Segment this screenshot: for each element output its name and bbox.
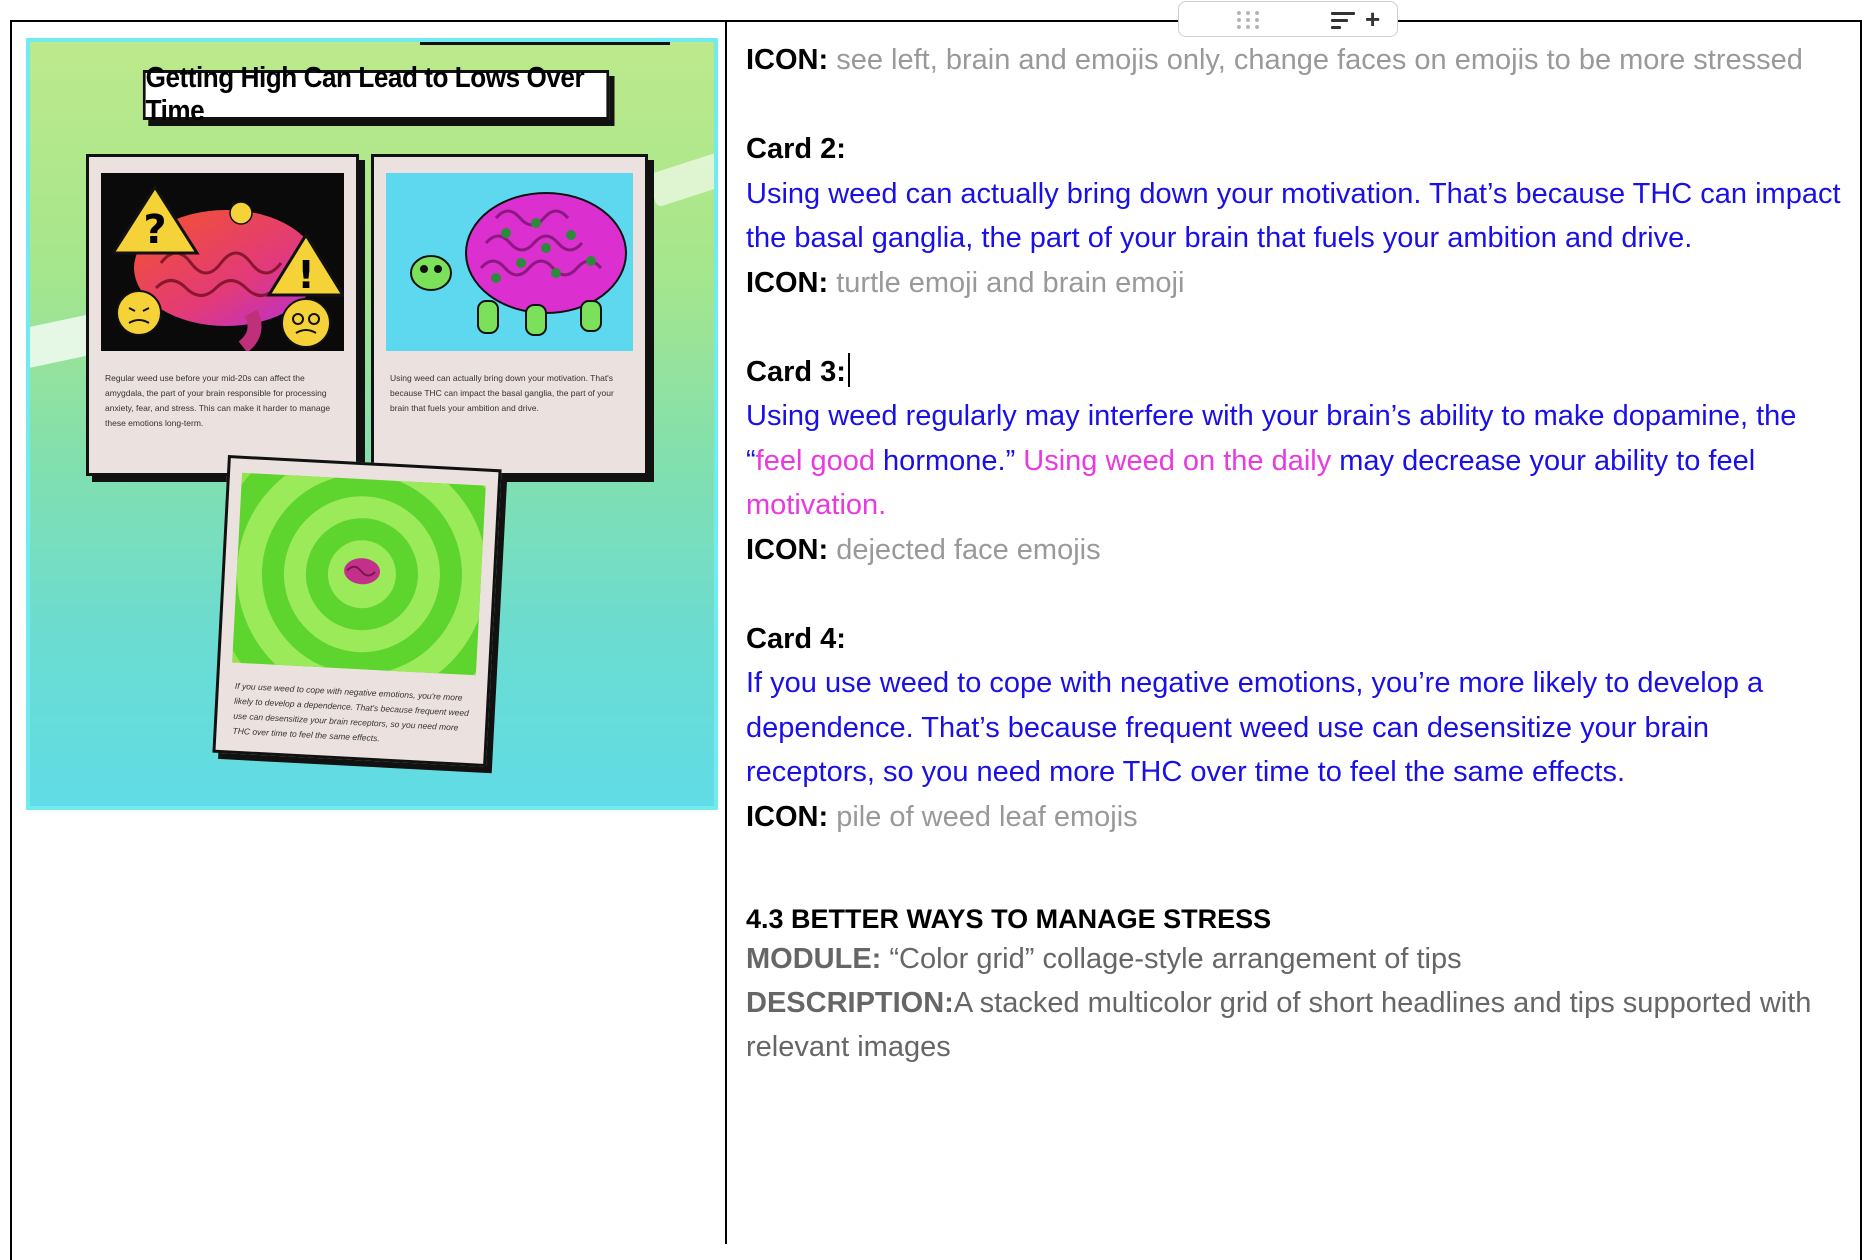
module-text: “Color grid” collage-style arrangement of tips [881, 943, 1462, 975]
card3-body-a: Using weed regularly may interfere with your brain’s ability to make dopamine, the “ [746, 400, 1797, 477]
table-handle[interactable] [1178, 1, 1398, 37]
brain-emojis-illustration [101, 173, 344, 351]
text-cursor [848, 353, 850, 387]
poster-card-1-caption: Regular weed use before your mid-20s can affect the amygdala, the part of your brain responsible for processing anxiety, fear, and stress. This can make it harder to manage these emotions long-term. [105, 373, 331, 428]
poster-title: Getting High Can Lead to Lows Over Time [143, 70, 609, 120]
card2-body[interactable]: Using weed can actually bring down your motivation. That’s because THC can impact the basal ganglia, the part of your brain that fuels your ambition and drive. [746, 177, 1841, 254]
description-line[interactable] [746, 981, 1846, 1069]
drag-handle-icon[interactable] [1237, 11, 1263, 29]
card3-icon-line[interactable] [746, 528, 1846, 573]
card2-icon-text: turtle emoji and brain emoji [836, 266, 1185, 299]
reference-image [26, 38, 718, 810]
card3-heading-line[interactable] [746, 350, 1846, 395]
sort-lines-icon[interactable] [1331, 12, 1355, 30]
card1-icon-text: see left, brain and emojis only, change faces on emojis to be more stressed [836, 44, 1803, 76]
card3-body-d: Using weed on the daily [1023, 444, 1332, 477]
table-column-divider [725, 20, 727, 1244]
card3-icon-text: dejected face emojis [836, 533, 1101, 566]
turtle-brain-illustration [386, 173, 633, 351]
card4-icon-text: pile of weed leaf emojis [836, 800, 1138, 833]
card4-heading[interactable]: Card 4: [746, 622, 846, 655]
card3-body-e: may decrease your ability to feel [1331, 444, 1756, 477]
card1-icon-line[interactable] [746, 38, 1846, 83]
icon-label: ICON: [746, 533, 829, 566]
card3-heading: Card 3: [746, 355, 846, 388]
card2-icon-line[interactable] [746, 261, 1846, 306]
description-text: A stacked multicolor grid of short headlines and tips supported with relevant images [746, 987, 1812, 1063]
hypnotic-brain-illustration [232, 473, 486, 676]
white-swoosh-decoration [647, 150, 718, 207]
poster-card-3 [212, 455, 501, 767]
icon-label: ICON: [746, 800, 829, 833]
poster-card-3-caption: If you use weed to cope with negative emotions, you're more likely to develop a dependence. That's because frequent weed use can desensitize your brain receptors, so you need more THC over time to feel the same effects. [232, 680, 470, 744]
poster-card-1 [86, 154, 359, 476]
svg-text:!: ! [297, 253, 315, 297]
card3-body[interactable] [746, 394, 1846, 528]
poster-card-2 [371, 154, 648, 476]
card3-body-f: motivation. [746, 489, 887, 521]
card3-body-b: feel good [755, 444, 875, 477]
card3-body-c: hormone.” [875, 444, 1024, 477]
card4-body[interactable]: If you use weed to cope with negative emotions, you’re more likely to develop a dependence. That’s because frequent weed use can desensitize your brain receptors, so you need more THC over time to feel the same effects. [746, 667, 1764, 788]
poster-card-2-caption: Using weed can actually bring down your motivation. That's because THC can impact the basal ganglia, the part of your brain that fuels your ambition and drive. [390, 373, 614, 413]
add-icon[interactable]: + [1365, 4, 1381, 34]
card2-heading[interactable]: Card 2: [746, 133, 846, 165]
svg-text:?: ? [143, 207, 167, 253]
section-heading[interactable]: 4.3 BETTER WAYS TO MANAGE STRESS [746, 904, 1272, 934]
description-label: DESCRIPTION: [746, 987, 954, 1019]
document-text-cell[interactable] [746, 38, 1846, 1069]
module-line[interactable] [746, 937, 1846, 981]
card4-icon-line[interactable] [746, 795, 1846, 840]
icon-label: ICON: [746, 266, 829, 299]
module-label: MODULE: [746, 943, 882, 975]
top-bar-decoration [420, 42, 670, 45]
icon-label: ICON: [746, 44, 829, 76]
